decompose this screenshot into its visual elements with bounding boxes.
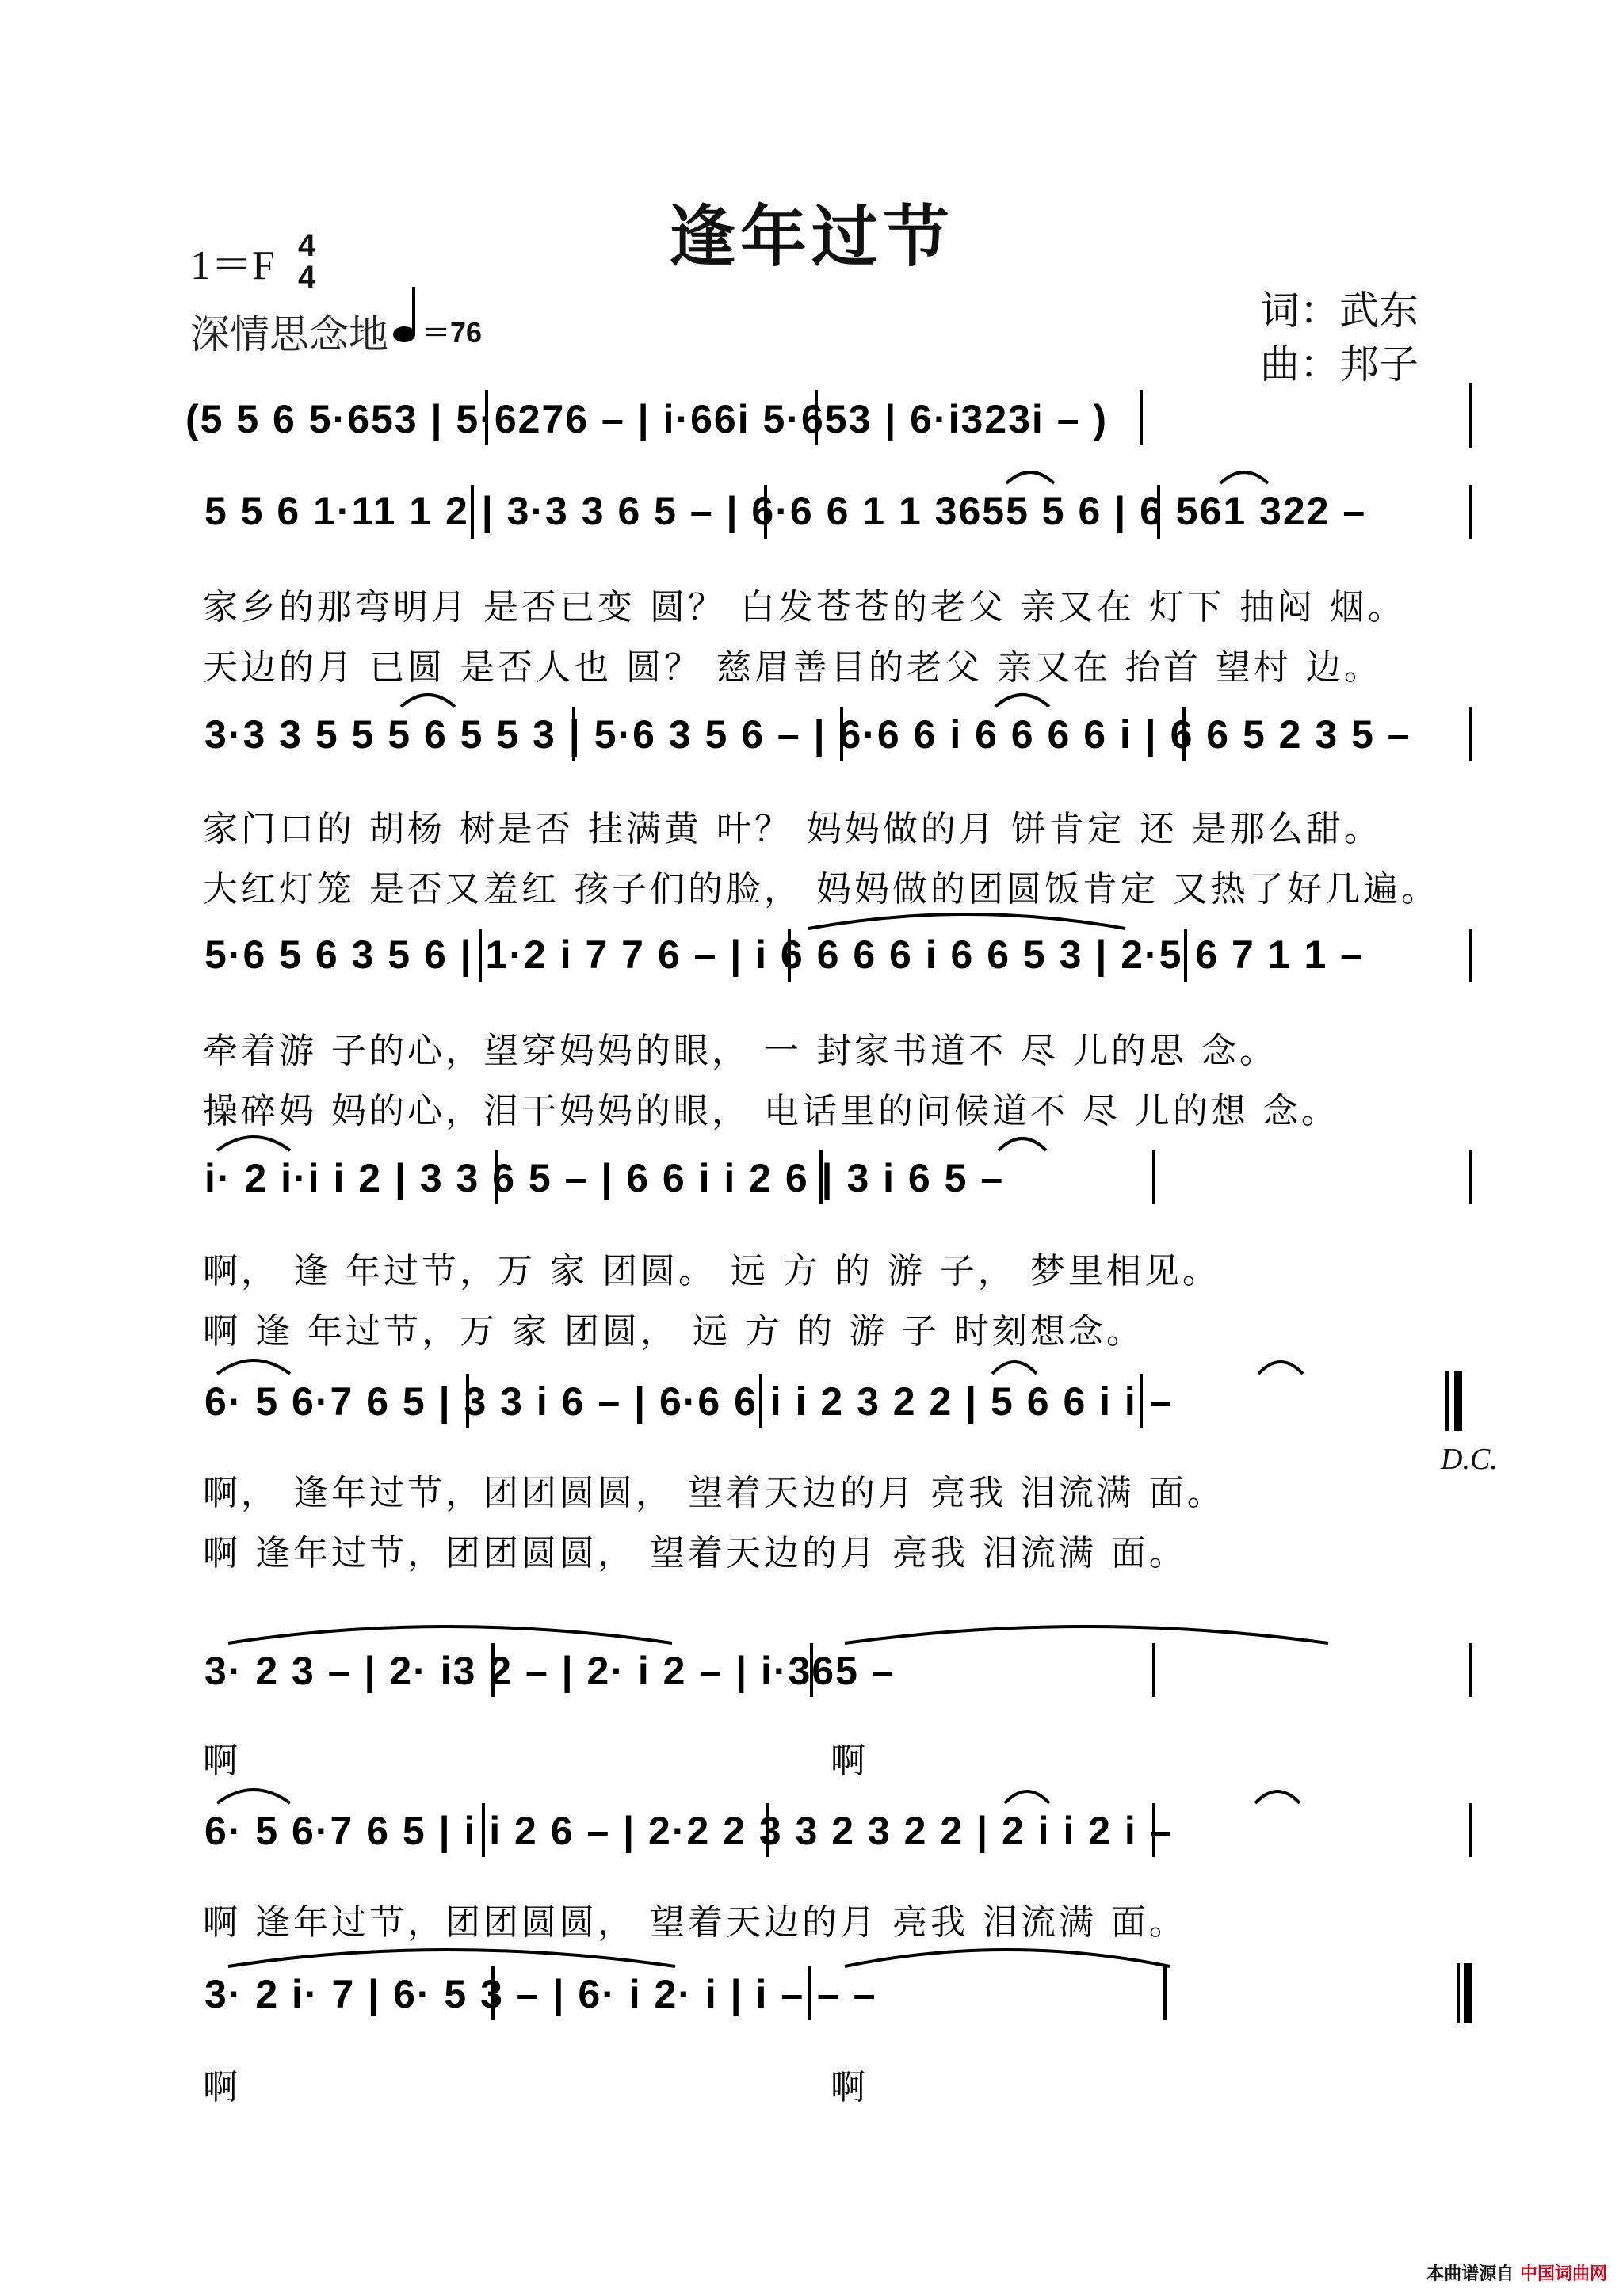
lyric-row-4-verse-2: 操碎妈 妈的心，泪干妈妈的眼， 电话里的问候道不 尽 儿的想 念。 [203,1091,1339,1131]
expression-marking: 深情思念地 [190,311,388,357]
time-numerator: 4 [298,228,316,263]
lyric-row-9-b: 啊 [831,2067,869,2107]
score-row-2: 5 5 6 1·11 1 2 | 3·3 3 6 5 – | 6·6 6 1 1 3655 5 6 | 6 561 322 – [204,489,1367,533]
source-footer [1426,2260,1607,2285]
lyricist-credit: 词：武东 [1260,288,1419,334]
score-row-6: 6· 5 6·7 6 5 | 3 3 i 6 – | 6·6 6 i i 2 3 2 2 | 5 6 6 i i – [204,1379,1174,1424]
key-signature: 1＝F [190,243,275,288]
score-row-4: 5·6 5 6 3 5 6 | 1·2 i 7 7 6 – | i 6 6 6 6 i 6 6 5 3 | 2·5 6 7 1 1 – [204,933,1364,977]
lyric-row-3-verse-1: 家门口的 胡杨 树是否 挂满黄 叶？ 妈妈做的月 饼肯定 还 是那么甜。 [203,809,1382,849]
lyric-row-6-verse-1: 啊， 逢年过节，团团圆圆， 望着天边的月 亮我 泪流满 面。 [203,1473,1225,1513]
lyric-row-2-verse-2: 天边的月 已圆 是否人也 圆？ 慈眉善目的老父 亲又在 抬首 望村 边。 [203,647,1382,688]
time-denominator: 4 [298,260,316,295]
lyric-row-4-verse-1: 牵着游 子的心，望穿妈妈的眼， 一 封家书道不 尽 儿的思 念。 [203,1031,1277,1071]
score-row-5: i· 2 i·i i 2 | 3 3 6 5 – | 6 6 i i 2 6 | 3 i 6 5 – [204,1156,1005,1200]
score-row-8: 6· 5 6·7 6 5 | i i 2 6 – | 2·2 2 3 3 2 3 2 2 | 2 i i 2 i – [204,1809,1174,1853]
tempo-marking: ＝76 [422,316,483,349]
song-title: 逢年过节 [668,197,954,276]
lyric-row-7-b: 啊 [831,1741,869,1781]
composer-credit: 曲：邦子 [1260,341,1419,387]
lyric-row-5-verse-1: 啊， 逢 年过节，万 家 团圆。 远 方 的 游 子， 梦里相见。 [203,1251,1220,1291]
score-row-3: 3·3 3 5 5 5 6 5 5 3 | 5·6 3 5 6 – | 6·6 6 i 6 6 6 6 i | 6 6 5 2 3 5 – [204,712,1411,757]
lyric-row-9-a: 啊 [203,2067,241,2107]
lyric-row-7-a: 啊 [203,1741,241,1781]
footer-site-link[interactable]: 中国词曲网 [1519,2264,1607,2284]
score-row-7: 3· 2 3 – | 2· i3 2 – | 2· i 2 – | i·365 – [204,1649,896,1693]
footer-source-label: 本曲谱源自 [1426,2264,1514,2284]
lyric-row-3-verse-2: 大红灯笼 是否又羞红 孩子们的脸， 妈妈做的团圆饭肯定 又热了好几遍。 [203,869,1439,910]
da-capo-marking: D.C. [1441,1443,1498,1476]
lyric-row-8: 啊 逢年过节，团团圆圆， 望着天边的月 亮我 泪流满 面。 [203,1902,1187,1943]
lyric-row-5-verse-2: 啊 逢 年过节，万 家 团圆， 远 方 的 游 子 时刻想念。 [203,1311,1144,1352]
score-row-intro: (5 5 6 5·653 | 5·6276 – | i·66i 5·653 | 6·i323i – ) [185,397,1109,441]
lyric-row-2-verse-1: 家乡的那弯明月 是否已变 圆？ 白发苍苍的老父 亲又在 灯下 抽闷 烟。 [203,587,1406,627]
lyric-row-6-verse-2: 啊 逢年过节，团团圆圆， 望着天边的月 亮我 泪流满 面。 [203,1533,1187,1573]
score-row-9: 3· 2 i· 7 | 6· 5 3 – | 6· i 2· i | i – – – [204,1972,877,2016]
